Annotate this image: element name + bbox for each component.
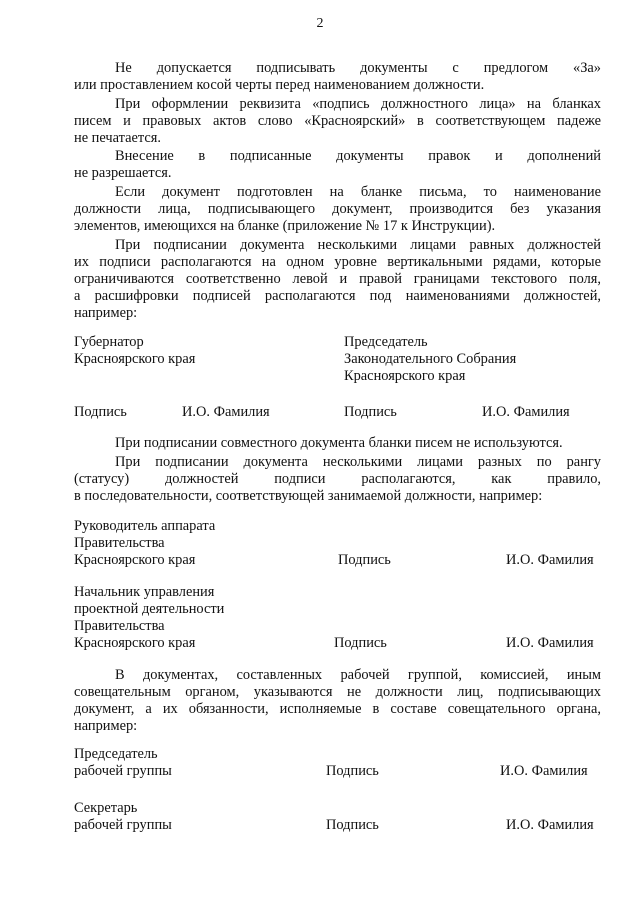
- paragraph-equal-positions: [74, 237, 601, 322]
- signature-placeholder: Подпись: [334, 635, 387, 651]
- text-line: При подписании документа несколькими лицами разных по рангу: [115, 454, 601, 470]
- text-line: совещательным органом, указываются не должности лиц, подписывающих: [74, 684, 601, 700]
- signatory-name: И.О. Фамилия: [506, 552, 594, 568]
- position-line: Красноярского края: [74, 351, 196, 367]
- signatory-name: И.О. Фамилия: [482, 404, 570, 420]
- position-line: Красноярского края: [344, 368, 466, 384]
- text-line: Если документ подготовлен на бланке письма, то наименование: [115, 184, 601, 200]
- paragraph-different-rank: [74, 454, 601, 505]
- signatory-name: И.О. Фамилия: [182, 404, 270, 420]
- signature-title-department-head: [74, 584, 224, 652]
- position-line: рабочей группы: [74, 763, 172, 779]
- position-line: проектной деятельности: [74, 601, 225, 617]
- signature-title-head-of-staff: [74, 518, 215, 569]
- signature-placeholder: Подпись: [326, 763, 379, 779]
- text-line: Не допускается подписывать документы с предлогом «За»: [115, 60, 601, 76]
- text-line: ограничиваются соответственно левой и правой границами текстового поля,: [74, 271, 601, 287]
- text-line: При оформлении реквизита «подпись должностного лица» на бланках: [115, 96, 601, 112]
- signature-title-group-chairman: [74, 746, 172, 780]
- position-line: рабочей группы: [74, 817, 172, 833]
- paragraph-no-za-prefix: [74, 60, 601, 94]
- signature-placeholder: Подпись: [338, 552, 391, 568]
- signature-title-chairman: [344, 334, 516, 385]
- signatory-name: И.О. Фамилия: [506, 817, 594, 833]
- paragraph-working-group: [74, 667, 601, 735]
- paragraph-letter-blank: [74, 184, 601, 235]
- position-line: Председатель: [344, 334, 428, 350]
- position-line: Красноярского края: [74, 552, 196, 568]
- paragraph-region-name-omitted: [74, 96, 601, 147]
- text-line: (статусу) должностей подписи располагаются, как правило,: [74, 471, 601, 487]
- signature-title-governor: [74, 334, 195, 368]
- position-line: Начальник управления: [74, 584, 215, 600]
- position-line: Секретарь: [74, 800, 138, 816]
- position-line: Законодательного Собрания: [344, 351, 517, 367]
- position-line: Председатель: [74, 746, 158, 762]
- signatory-name: И.О. Фамилия: [506, 635, 594, 651]
- text-line: например:: [74, 718, 138, 734]
- signature-placeholder: Подпись: [74, 404, 127, 420]
- text-line: документ, а их обязанности, исполняемые в составе совещательного органа,: [74, 701, 601, 717]
- paragraph-joint-document: [74, 435, 601, 452]
- paragraph-no-edits: [74, 148, 601, 182]
- text-line: или проставлением косой черты перед наименованием должности.: [74, 77, 485, 93]
- position-line: Красноярского края: [74, 635, 196, 651]
- signature-title-group-secretary: [74, 800, 172, 834]
- text-line: элементов, имеющихся на бланке (приложение № 17 к Инструкции).: [74, 218, 496, 234]
- text-line: в последовательности, соответствующей занимаемой должности, например:: [74, 488, 543, 504]
- text-line: не разрешается.: [74, 165, 172, 181]
- signatory-name: И.О. Фамилия: [500, 763, 588, 779]
- position-line: Правительства: [74, 535, 165, 551]
- text-line: В документах, составленных рабочей группой, комиссией, иным: [115, 667, 601, 683]
- text-line: например:: [74, 305, 138, 321]
- position-line: Руководитель аппарата: [74, 518, 216, 534]
- text-line: При подписании документа несколькими лицами равных должностей: [115, 237, 601, 253]
- page-number: 2: [316, 16, 324, 31]
- text-line: писем и правовых актов слово «Красноярский» в соответствующем падеже: [74, 113, 601, 129]
- position-line: Губернатор: [74, 334, 144, 350]
- signature-placeholder: Подпись: [326, 817, 379, 833]
- text-line: не печатается.: [74, 130, 161, 146]
- text-line: Внесение в подписанные документы правок и дополнений: [115, 148, 601, 164]
- position-line: Правительства: [74, 618, 165, 634]
- text-line: а расшифровки подписей располагаются под наименованиями должностей,: [74, 288, 601, 304]
- text-line: должности лица, подписывающего документ, производится без указания: [74, 201, 601, 217]
- text-line: их подписи располагаются на одном уровне вертикальными рядами, которые: [74, 254, 601, 270]
- text-line: При подписании совместного документа бланки писем не используются.: [115, 435, 563, 451]
- signature-placeholder: Подпись: [344, 404, 397, 420]
